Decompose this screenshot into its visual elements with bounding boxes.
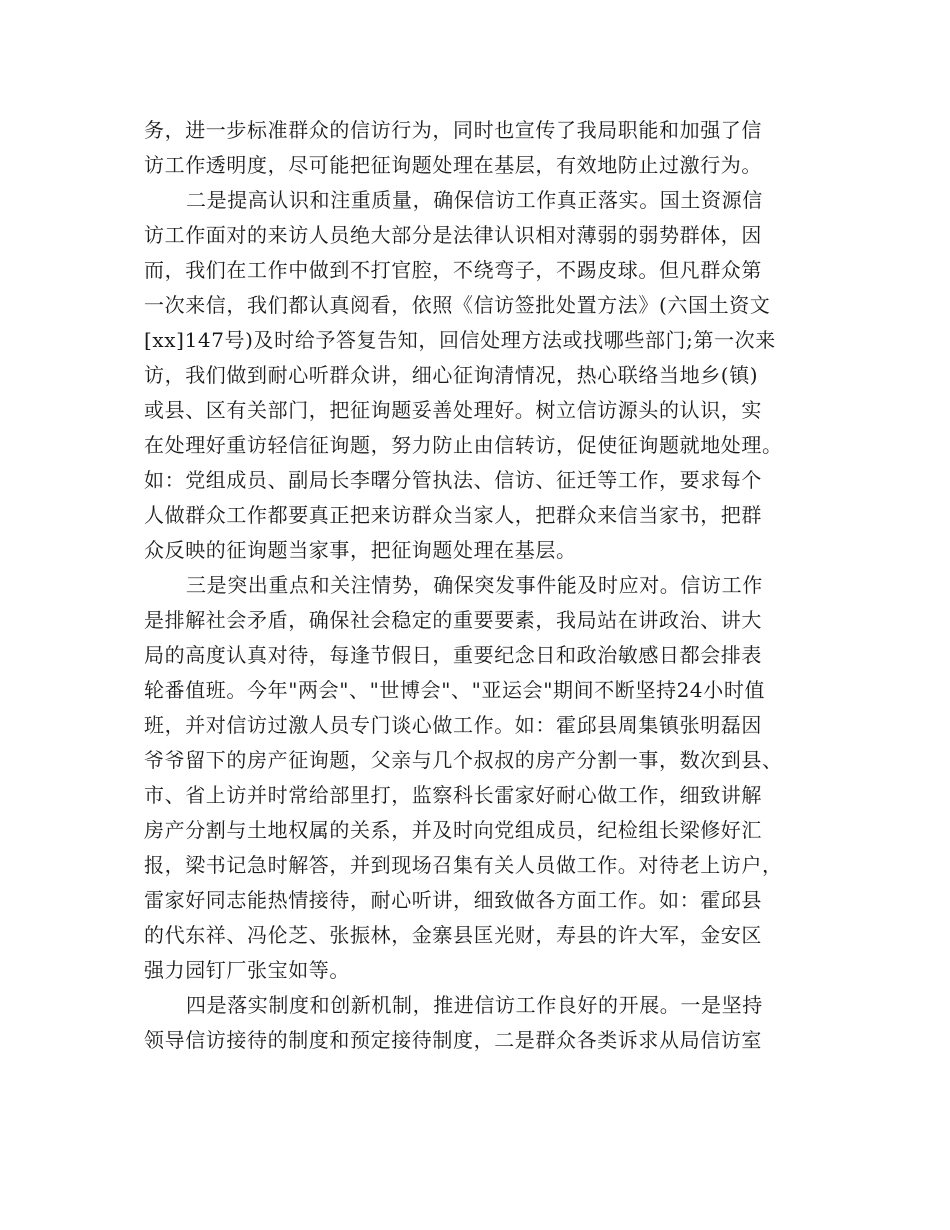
text-line: 众反映的征询题当家事，把征询题处理在基层。 [144,538,577,562]
text-line: 班，并对信访过激人员专门谈心做工作。如：霍邱县周集镇张明磊因 [144,713,762,737]
text-line: 报，梁书记急时解答，并到现场召集有关人员做工作。对待老上访户， [144,853,783,877]
text-line: 或县、区有关部门，把征询题妥善处理好。树立信访源头的认识，实 [144,398,762,422]
text-line: 房产分割与土地权属的关系，并及时向党组成员，纪检组长梁修好汇 [144,818,762,842]
text-line: 爷爷留下的房产征询题，父亲与几个叔叔的房产分割一事，数次到县、 [144,748,783,772]
text-line: 如：党组成员、副局长李曙分管执法、信访、征迁等工作，要求每个 [144,468,762,492]
text-line: 访，我们做到耐心听群众讲，细心征询清情况，热心联络当地乡(镇) [144,363,759,387]
text-line: 访工作面对的来访人员绝大部分是法律认识相对薄弱的弱势群体，因 [144,223,762,247]
paragraph-start-line: 三是突出重点和关注情势，确保突发事件能及时应对。信访工作 [186,573,763,597]
paragraph-start-line: 四是落实制度和创新机制，推进信访工作良好的开展。一是坚持 [186,993,763,1017]
paragraph-start-line: 二是提高认识和注重质量，确保信访工作真正落实。国土资源信 [186,188,763,212]
text-line: 市、省上访并时常给部里打，监察科长雷家好耐心做工作，细致讲解 [144,783,762,807]
text-line: 雷家好同志能热情接待，耐心听讲，细致做各方面工作。如：霍邱县 [144,888,762,912]
text-line: 的代东祥、冯伦芝、张振林，金寨县匡光财，寿县的许大军，金安区 [144,923,762,947]
text-line: 局的高度认真对待，每逢节假日，重要纪念日和政治敏感日都会排表 [144,643,762,667]
text-line: 领导信访接待的制度和预定接待制度，二是群众各类诉求从局信访室 [144,1028,762,1052]
document-body [144,113,814,1058]
text-line: 人做群众工作都要真正把来访群众当家人，把群众来信当家书，把群 [144,503,762,527]
text-line: 是排解社会矛盾，确保社会稳定的重要要素，我局站在讲政治、讲大 [144,608,762,632]
text-line: 一次来信，我们都认真阅看，依照《信访签批处置方法》(六国土资文 [144,293,771,317]
text-line: 而，我们在工作中做到不打官腔，不绕弯子，不踢皮球。但凡群众第 [144,258,762,282]
text-line: 访工作透明度，尽可能把征询题处理在基层，有效地防止过激行为。 [144,153,762,177]
text-line: 轮番值班。今年"两会"、"世博会"、"亚运会"期间不断坚持24小时值 [144,678,766,702]
text-line: 在处理好重访轻信征询题，努力防止由信转访，促使征询题就地处理。 [144,433,783,457]
text-line: 强力园钉厂张宝如等。 [144,958,350,982]
text-line: 务，进一步标准群众的信访行为，同时也宣传了我局职能和加强了信 [144,118,762,142]
text-line: [xx]147号)及时给予答复告知，回信处理方法或找哪些部门;第一次来 [144,328,776,352]
